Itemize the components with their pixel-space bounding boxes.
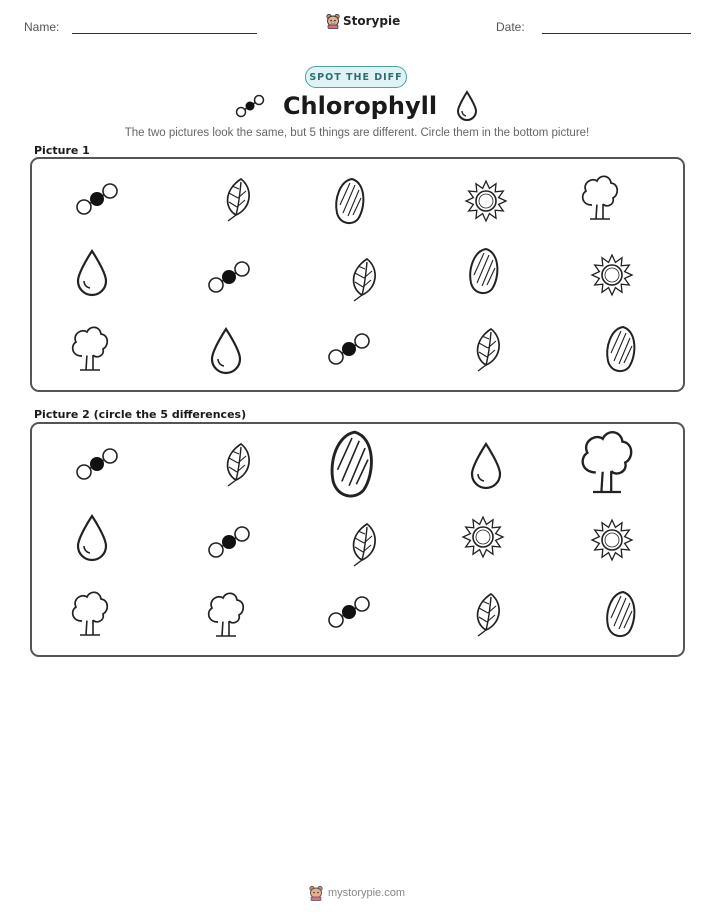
picture1-sun-icon-r1c4: [466, 181, 506, 221]
picture1-seed-icon-r1c3: [336, 179, 363, 223]
picture2-molecule-icon-r3c3[interactable]: [329, 597, 369, 627]
picture2-leaf-icon-r3c4[interactable]: [478, 594, 500, 636]
picture1-seed-icon-r2c4: [470, 249, 497, 293]
picture1-panel: [30, 157, 685, 392]
brand-name: Storypie: [343, 14, 401, 28]
picture2-label: Picture 2 (circle the 5 differences): [34, 408, 247, 421]
picture1-label: Picture 1: [34, 144, 90, 157]
picture2-grid: [32, 424, 683, 655]
molecule-icon: [235, 94, 265, 118]
brand-logo: [326, 13, 400, 29]
date-label: Date:: [496, 20, 525, 34]
picture2-leaf-icon-r2c3[interactable]: [354, 524, 376, 566]
picture1-leaf-icon-r3c4: [478, 329, 500, 371]
picture1-seed-icon-r3c5: [607, 327, 634, 371]
picture2-sun-icon-r2c5[interactable]: [592, 520, 632, 560]
picture2-tree-icon-r3c1[interactable]: [73, 592, 108, 635]
picture2-seed-icon-r1c3[interactable]: [332, 432, 371, 496]
picture1-leaf-icon-r2c3: [354, 259, 376, 301]
picture1-leaf-icon-r1c2: [228, 179, 250, 221]
bear-icon: [326, 13, 340, 29]
name-label: Name:: [24, 20, 60, 34]
picture2-leaf-icon-r1c2[interactable]: [228, 444, 250, 486]
bear-icon: [309, 885, 323, 901]
name-line[interactable]: [72, 33, 257, 34]
title-row: [0, 90, 714, 122]
activity-badge: SPOT THE DIFF: [305, 66, 407, 88]
picture2-seed-icon-r3c5[interactable]: [607, 592, 634, 636]
picture1-molecule-icon-r1c1: [77, 184, 117, 214]
picture1-droplet-icon-r3c2: [212, 329, 240, 373]
page-title: Chlorophyll: [282, 92, 438, 120]
footer: [0, 885, 714, 901]
instructions: The two pictures look the same, but 5 things are different. Circle them in the bottom picture!: [124, 127, 590, 139]
picture1-tree-icon-r1c5: [583, 176, 618, 219]
date-line[interactable]: [542, 33, 691, 34]
picture2-molecule-icon-r1c1[interactable]: [77, 449, 117, 479]
picture2-tree-icon-r3c2[interactable]: [209, 593, 244, 636]
picture1-molecule-icon-r2c2: [209, 262, 249, 292]
picture1-sun-icon-r2c5: [592, 255, 632, 295]
picture2-sun-icon-r2c4[interactable]: [463, 517, 503, 557]
droplet-icon: [455, 90, 479, 122]
picture2-droplet-icon-r2c1[interactable]: [78, 516, 106, 560]
picture2-droplet-icon-r1c4[interactable]: [472, 444, 500, 488]
picture2-molecule-icon-r2c2[interactable]: [209, 527, 249, 557]
picture2-tree-icon-r1c5[interactable]: [583, 432, 632, 492]
picture1-droplet-icon-r2c1: [78, 251, 106, 295]
picture1-grid: [32, 159, 683, 390]
footer-url: mystorypie.com: [327, 887, 406, 899]
picture1-molecule-icon-r3c3: [329, 334, 369, 364]
picture2-panel[interactable]: [30, 422, 685, 657]
picture1-tree-icon-r3c1: [73, 327, 108, 370]
